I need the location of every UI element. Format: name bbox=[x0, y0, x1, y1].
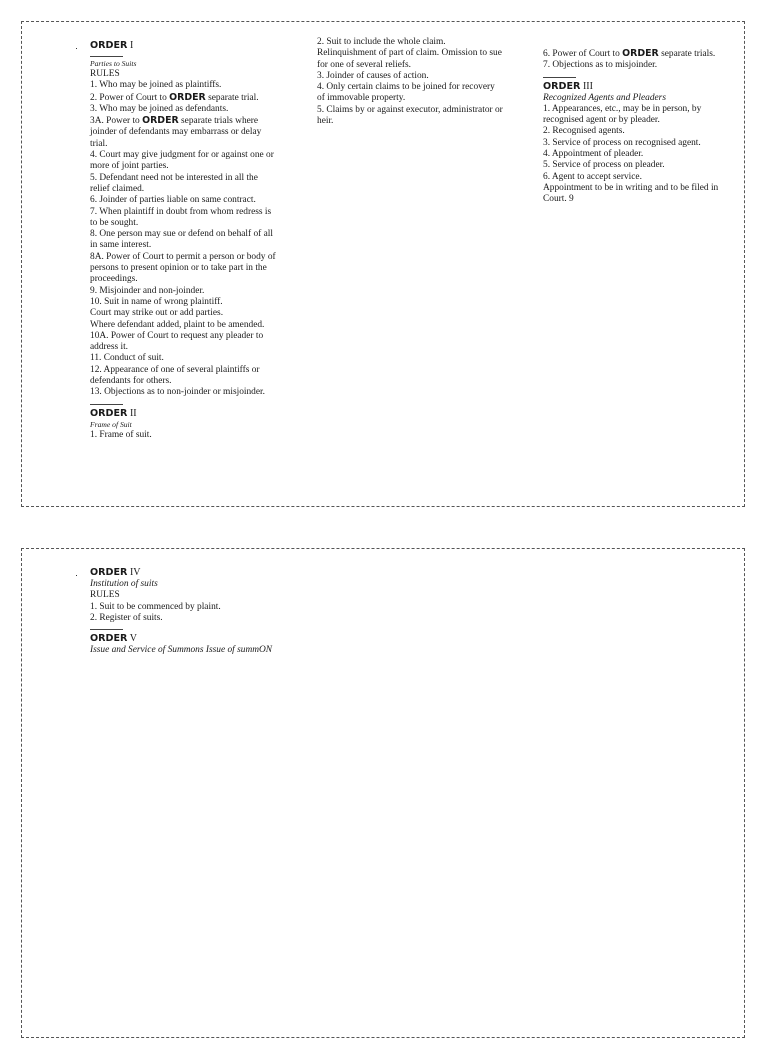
order-4-subtitle: Institution of suits bbox=[90, 579, 158, 589]
order-1-subtitle: Parties to Suits bbox=[90, 59, 137, 68]
page2-column-1 bbox=[90, 563, 330, 656]
rules-label: RULES bbox=[90, 590, 120, 601]
rule-item: 3. Who may be joined as defendants. bbox=[90, 103, 229, 114]
page1-column-2 bbox=[317, 37, 517, 127]
rule-item: 8A. Power of Court to permit a person or body of bbox=[90, 251, 276, 262]
page1-column-3 bbox=[543, 48, 733, 206]
heading-rule bbox=[90, 404, 123, 405]
order-1-heading bbox=[90, 39, 286, 52]
rule-item: 1. Suit to be commenced by plaint. bbox=[90, 601, 221, 612]
rule-item: 3. Joinder of causes of action. bbox=[317, 70, 429, 81]
order-keyword: ORDER bbox=[90, 633, 128, 645]
rule-item-cont: in same interest. bbox=[90, 240, 152, 251]
rule-item: Appointment to be in writing and to be filed in bbox=[543, 182, 719, 193]
rule-item: 6. Agent to accept service. bbox=[543, 171, 642, 182]
rule-item: 12. Appearance of one of several plaintiffs or bbox=[90, 364, 260, 375]
order-number: IV bbox=[129, 567, 141, 578]
order-number: V bbox=[129, 633, 138, 645]
rule-item: 10A. Power of Court to request any pleader to bbox=[90, 330, 264, 341]
rule-item: 1. Frame of suit. bbox=[90, 429, 152, 440]
rule-item: 3. Service of process on recognised agent. bbox=[543, 137, 701, 148]
rule-item-cont: Where defendant added, plaint to be amended. bbox=[90, 319, 265, 330]
rule-item: 2. Power of Court to ORDER separate trial. bbox=[90, 91, 259, 103]
rule-item-cont: proceedings. bbox=[90, 274, 138, 285]
rule-item-cont: recognised agent or by pleader. bbox=[543, 115, 660, 126]
margin-dot bbox=[76, 575, 77, 576]
order-keyword: ORDER bbox=[90, 567, 128, 578]
rule-item: 10. Suit in name of wrong plaintiff. bbox=[90, 296, 223, 307]
rule-item-cont: relief claimed. bbox=[90, 183, 145, 194]
rule-item: 8. One person may sue or defend on behalf of all bbox=[90, 229, 274, 240]
heading-rule bbox=[543, 77, 576, 78]
rule-item: 6. Joinder of parties liable on same contract. bbox=[90, 195, 256, 206]
rule-item: 9. Misjoinder and non-joinder. bbox=[90, 285, 205, 296]
rule-item: 2. Suit to include the whole claim. bbox=[317, 37, 446, 47]
rules-label: RULES bbox=[90, 69, 120, 79]
order-number: II bbox=[129, 407, 137, 419]
page1-column-1 bbox=[90, 36, 286, 441]
rule-item-cont: address it. bbox=[90, 342, 129, 353]
order-5-subtitle: Issue and Service of Summons Issue of summON bbox=[90, 645, 273, 656]
order-number: III bbox=[582, 80, 593, 92]
rule-item: 5. Service of process on pleader. bbox=[543, 160, 665, 171]
rule-item-cont: persons to present opinion or to take part in the bbox=[90, 263, 267, 274]
rule-item: 4. Only certain claims to be joined for recovery bbox=[317, 82, 495, 93]
rule-item: 5. Claims by or against executor, administrator or bbox=[317, 104, 503, 115]
rule-item: 3A. Power to ORDER separate trials where bbox=[90, 115, 259, 127]
order-number: I bbox=[129, 40, 134, 51]
rule-item: 5. Defendant need not be interested in all the bbox=[90, 172, 258, 183]
rule-item: 13. Objections as to non-joinder or misjoinder. bbox=[90, 387, 265, 398]
rule-item-cont: Court. 9 bbox=[543, 194, 574, 205]
rule-item: 4. Appointment of pleader. bbox=[543, 149, 644, 160]
rule-item: 2. Recognised agents. bbox=[543, 126, 625, 137]
order-keyword: ORDER bbox=[90, 40, 128, 51]
document-page-2 bbox=[21, 548, 745, 1038]
rule-item: 11. Conduct of suit. bbox=[90, 353, 164, 364]
order-keyword: ORDER bbox=[543, 80, 581, 92]
heading-rule bbox=[90, 629, 123, 630]
rule-item-cont: heir. bbox=[317, 116, 334, 127]
rule-item-cont: more of joint parties. bbox=[90, 161, 169, 172]
order-2-heading bbox=[90, 407, 286, 420]
document-page-1 bbox=[21, 21, 745, 507]
order-5-heading bbox=[90, 632, 330, 645]
rule-item: 6. Power of Court to ORDER separate trials. bbox=[543, 48, 716, 59]
rule-item-cont: defendants for others. bbox=[90, 376, 172, 387]
rule-item: 7. When plaintiff in doubt from whom redress is bbox=[90, 206, 272, 217]
heading-rule bbox=[90, 56, 123, 57]
rule-item-cont: for one of several reliefs. bbox=[317, 59, 411, 70]
order-4-heading bbox=[90, 566, 330, 579]
rule-item-cont: trial. bbox=[90, 138, 108, 149]
rule-item: 1. Appearances, etc., may be in person, by bbox=[543, 103, 702, 114]
rule-item-cont: of immovable property. bbox=[317, 93, 406, 104]
rule-item: Relinquishment of part of claim. Omission to sue bbox=[317, 48, 502, 59]
rule-item: 2. Register of suits. bbox=[90, 612, 163, 623]
order-3-subtitle: Recognized Agents and Pleaders bbox=[543, 92, 666, 103]
rule-item-cont: Court may strike out or add parties. bbox=[90, 308, 224, 319]
rule-item-cont: to be sought. bbox=[90, 217, 139, 228]
rule-item: 1. Who may be joined as plaintiffs. bbox=[90, 80, 222, 91]
rule-item: 4. Court may give judgment for or against one or bbox=[90, 150, 274, 161]
rule-item-cont: joinder of defendants may embarrass or delay bbox=[90, 127, 262, 138]
order-keyword: ORDER bbox=[90, 407, 128, 419]
rule-item: 7. Objections as to misjoinder. bbox=[543, 60, 658, 71]
margin-dot bbox=[76, 48, 77, 49]
order-2-subtitle: Frame of Suit bbox=[90, 419, 132, 429]
order-3-heading bbox=[543, 80, 733, 93]
